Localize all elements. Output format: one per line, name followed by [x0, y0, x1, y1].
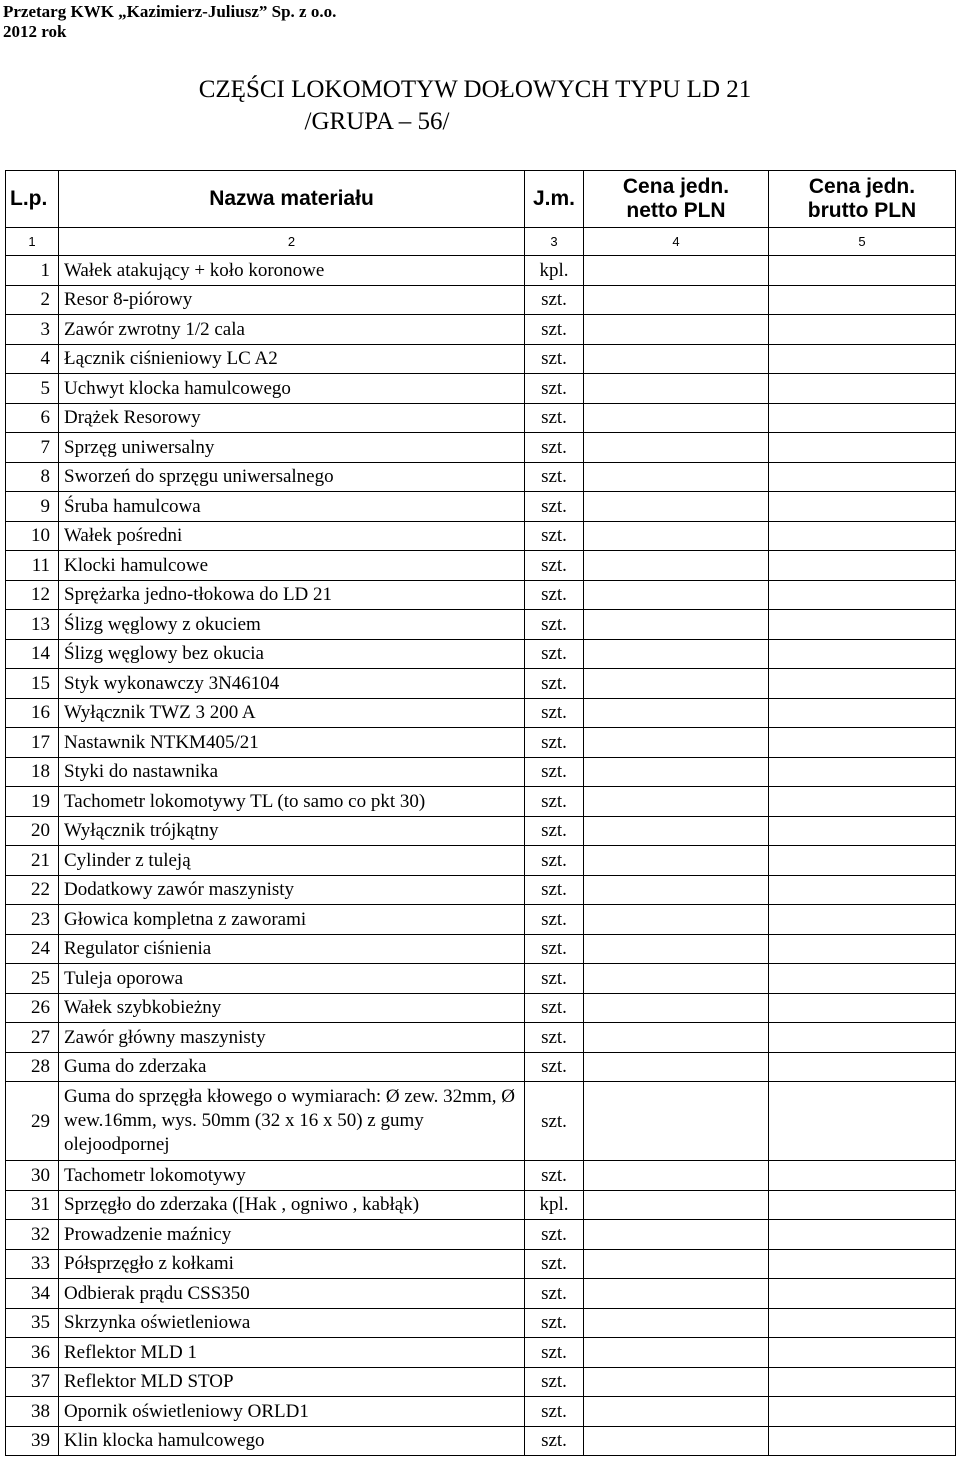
table-row — [6, 757, 956, 787]
row-number: 29 — [6, 1082, 59, 1161]
net-price-cell — [584, 846, 769, 876]
column-header-unit: J.m. — [525, 171, 584, 228]
table-row — [6, 492, 956, 522]
row-number: 20 — [6, 816, 59, 846]
material-name: Śruba hamulcowa — [59, 492, 525, 522]
row-number: 6 — [6, 403, 59, 433]
unit-of-measure: szt. — [525, 787, 584, 817]
net-price-cell — [584, 1279, 769, 1309]
gross-price-cell — [769, 256, 956, 286]
gross-price-cell — [769, 1279, 956, 1309]
row-number: 16 — [6, 698, 59, 728]
material-name: Wałek atakujący + koło koronowe — [59, 256, 525, 286]
gross-price-cell — [769, 433, 956, 463]
row-number: 23 — [6, 905, 59, 935]
row-number: 38 — [6, 1397, 59, 1427]
material-name: Styk wykonawczy 3N46104 — [59, 669, 525, 699]
net-price-cell — [584, 639, 769, 669]
gross-price-cell — [769, 1426, 956, 1456]
table-row — [6, 1023, 956, 1053]
unit-of-measure: szt. — [525, 639, 584, 669]
table-row — [6, 1249, 956, 1279]
material-name: Tachometr lokomotywy TL (to samo co pkt 30) — [59, 787, 525, 817]
material-name: Uchwyt klocka hamulcowego — [59, 374, 525, 404]
gross-price-cell — [769, 1249, 956, 1279]
row-number: 33 — [6, 1249, 59, 1279]
material-name: Guma do zderzaka — [59, 1052, 525, 1082]
material-name: Sworzeń do sprzęgu uniwersalnego — [59, 462, 525, 492]
unit-of-measure: szt. — [525, 1426, 584, 1456]
row-number: 34 — [6, 1279, 59, 1309]
material-name: Głowica kompletna z zaworami — [59, 905, 525, 935]
unit-of-measure: kpl. — [525, 256, 584, 286]
table-row — [6, 905, 956, 935]
gross-price-cell — [769, 875, 956, 905]
net-price-cell — [584, 1249, 769, 1279]
row-number: 19 — [6, 787, 59, 817]
net-price-cell — [584, 1220, 769, 1250]
row-number: 18 — [6, 757, 59, 787]
column-number: 1 — [6, 228, 59, 256]
table-row — [6, 728, 956, 758]
column-header-name: Nazwa materiału — [59, 171, 525, 228]
table-header-row — [6, 171, 956, 228]
table-row — [6, 285, 956, 315]
unit-of-measure: szt. — [525, 344, 584, 374]
table-row — [6, 610, 956, 640]
material-name: Tuleja oporowa — [59, 964, 525, 994]
material-name: Styki do nastawnika — [59, 757, 525, 787]
net-price-cell — [584, 374, 769, 404]
table-row — [6, 256, 956, 286]
column-header-gross-price — [769, 171, 956, 228]
table-row — [6, 787, 956, 817]
row-number: 22 — [6, 875, 59, 905]
gross-price-cell — [769, 285, 956, 315]
row-number: 35 — [6, 1308, 59, 1338]
net-price-cell — [584, 580, 769, 610]
material-name: Reflektor MLD STOP — [59, 1367, 525, 1397]
tender-year: 2012 rok — [3, 22, 67, 41]
row-number: 3 — [6, 315, 59, 345]
material-name: Odbierak prądu CSS350 — [59, 1279, 525, 1309]
unit-of-measure: szt. — [525, 551, 584, 581]
unit-of-measure: szt. — [525, 698, 584, 728]
table-row — [6, 993, 956, 1023]
gross-price-cell — [769, 669, 956, 699]
gross-price-cell — [769, 1308, 956, 1338]
material-name: Sprzęg uniwersalny — [59, 433, 525, 463]
column-number: 5 — [769, 228, 956, 256]
net-price-cell — [584, 256, 769, 286]
table-row — [6, 1279, 956, 1309]
column-number: 2 — [59, 228, 525, 256]
table-row — [6, 1426, 956, 1456]
row-number: 27 — [6, 1023, 59, 1053]
row-number: 39 — [6, 1426, 59, 1456]
table-row — [6, 816, 956, 846]
gross-price-cell — [769, 816, 956, 846]
table-row — [6, 580, 956, 610]
material-name: Klin klocka hamulcowego — [59, 1426, 525, 1456]
gross-price-cell — [769, 993, 956, 1023]
row-number: 1 — [6, 256, 59, 286]
gross-price-line1: Cena jedn. — [808, 175, 916, 198]
table-row — [6, 1082, 956, 1161]
table-row — [6, 374, 956, 404]
net-price-cell — [584, 787, 769, 817]
net-price-cell — [584, 964, 769, 994]
unit-of-measure: szt. — [525, 1308, 584, 1338]
unit-of-measure: szt. — [525, 403, 584, 433]
row-number: 12 — [6, 580, 59, 610]
row-number: 24 — [6, 934, 59, 964]
unit-of-measure: szt. — [525, 1220, 584, 1250]
column-number-row — [6, 228, 956, 256]
table-row — [6, 433, 956, 463]
unit-of-measure: szt. — [525, 1249, 584, 1279]
net-price-cell — [584, 1023, 769, 1053]
material-name: Ślizg węglowy z okuciem — [59, 610, 525, 640]
material-name: Półsprzęgło z kołkami — [59, 1249, 525, 1279]
row-number: 11 — [6, 551, 59, 581]
net-price-line2: netto PLN — [626, 199, 726, 222]
net-price-cell — [584, 1367, 769, 1397]
net-price-cell — [584, 433, 769, 463]
unit-of-measure: szt. — [525, 433, 584, 463]
column-header-lp: L.p. — [6, 171, 59, 228]
row-number: 21 — [6, 846, 59, 876]
unit-of-measure: szt. — [525, 964, 584, 994]
row-number: 17 — [6, 728, 59, 758]
material-name: Zawór główny maszynisty — [59, 1023, 525, 1053]
gross-price-cell — [769, 610, 956, 640]
row-number: 10 — [6, 521, 59, 551]
net-price-cell — [584, 1161, 769, 1191]
row-number: 37 — [6, 1367, 59, 1397]
table-row — [6, 1220, 956, 1250]
net-price-cell — [584, 403, 769, 433]
net-price-cell — [584, 1190, 769, 1220]
material-name: Zawór zwrotny 1/2 cala — [59, 315, 525, 345]
unit-of-measure: szt. — [525, 728, 584, 758]
material-name: Drążek Resorowy — [59, 403, 525, 433]
gross-price-cell — [769, 787, 956, 817]
material-name: Wyłącznik TWZ 3 200 A — [59, 698, 525, 728]
row-number: 36 — [6, 1338, 59, 1368]
net-price-cell — [584, 551, 769, 581]
row-number: 26 — [6, 993, 59, 1023]
gross-price-cell — [769, 492, 956, 522]
gross-price-cell — [769, 728, 956, 758]
table-row — [6, 1161, 956, 1191]
net-price-cell — [584, 757, 769, 787]
row-number: 14 — [6, 639, 59, 669]
gross-price-cell — [769, 462, 956, 492]
row-number: 30 — [6, 1161, 59, 1191]
table-body — [6, 256, 956, 1456]
gross-price-cell — [769, 1082, 956, 1161]
table-row — [6, 1397, 956, 1427]
column-number: 4 — [584, 228, 769, 256]
table-row — [6, 934, 956, 964]
unit-of-measure: szt. — [525, 1338, 584, 1368]
material-name: Wałek pośredni — [59, 521, 525, 551]
unit-of-measure: szt. — [525, 315, 584, 345]
row-number: 28 — [6, 1052, 59, 1082]
material-name: Skrzynka oświetleniowa — [59, 1308, 525, 1338]
material-name: Regulator ciśnienia — [59, 934, 525, 964]
row-number: 5 — [6, 374, 59, 404]
gross-price-cell — [769, 580, 956, 610]
table-row — [6, 344, 956, 374]
table-row — [6, 521, 956, 551]
unit-of-measure: kpl. — [525, 1190, 584, 1220]
unit-of-measure: szt. — [525, 1052, 584, 1082]
gross-price-cell — [769, 1161, 956, 1191]
material-name: Ślizg węglowy bez okucia — [59, 639, 525, 669]
row-number: 15 — [6, 669, 59, 699]
net-price-cell — [584, 1052, 769, 1082]
column-number: 3 — [525, 228, 584, 256]
net-price-cell — [584, 905, 769, 935]
net-price-cell — [584, 698, 769, 728]
unit-of-measure: szt. — [525, 1279, 584, 1309]
gross-price-cell — [769, 1338, 956, 1368]
net-price-cell — [584, 285, 769, 315]
row-number: 7 — [6, 433, 59, 463]
net-price-cell — [584, 1308, 769, 1338]
unit-of-measure: szt. — [525, 669, 584, 699]
unit-of-measure: szt. — [525, 285, 584, 315]
gross-price-cell — [769, 521, 956, 551]
row-number: 32 — [6, 1220, 59, 1250]
table-row — [6, 1052, 956, 1082]
material-name: Prowadzenie maźnicy — [59, 1220, 525, 1250]
table-row — [6, 669, 956, 699]
material-name: Wałek szybkobieżny — [59, 993, 525, 1023]
table-row — [6, 875, 956, 905]
net-price-cell — [584, 934, 769, 964]
gross-price-cell — [769, 698, 956, 728]
net-price-cell — [584, 1338, 769, 1368]
gross-price-cell — [769, 344, 956, 374]
unit-of-measure: szt. — [525, 610, 584, 640]
gross-price-cell — [769, 1052, 956, 1082]
row-number: 2 — [6, 285, 59, 315]
unit-of-measure: szt. — [525, 1367, 584, 1397]
gross-price-cell — [769, 934, 956, 964]
row-number: 8 — [6, 462, 59, 492]
unit-of-measure: szt. — [525, 1397, 584, 1427]
material-name: Reflektor MLD 1 — [59, 1338, 525, 1368]
unit-of-measure: szt. — [525, 580, 584, 610]
table-row — [6, 315, 956, 345]
net-price-cell — [584, 462, 769, 492]
gross-price-cell — [769, 846, 956, 876]
table-row — [6, 964, 956, 994]
net-price-cell — [584, 1082, 769, 1161]
gross-price-cell — [769, 1220, 956, 1250]
material-name: Nastawnik NTKM405/21 — [59, 728, 525, 758]
gross-price-cell — [769, 403, 956, 433]
unit-of-measure: szt. — [525, 934, 584, 964]
gross-price-line2: brutto PLN — [807, 199, 917, 222]
unit-of-measure: szt. — [525, 816, 584, 846]
unit-of-measure: szt. — [525, 905, 584, 935]
gross-price-cell — [769, 1023, 956, 1053]
net-price-cell — [584, 728, 769, 758]
row-number: 25 — [6, 964, 59, 994]
material-name: Łącznik ciśnieniowy LC A2 — [59, 344, 525, 374]
gross-price-cell — [769, 315, 956, 345]
document-title: CZĘŚCI LOKOMOTYW DOŁOWYCH TYPU LD 21 — [198, 76, 752, 103]
materials-table — [5, 170, 956, 1456]
unit-of-measure: szt. — [525, 757, 584, 787]
row-number: 4 — [6, 344, 59, 374]
row-number: 31 — [6, 1190, 59, 1220]
unit-of-measure: szt. — [525, 462, 584, 492]
net-price-cell — [584, 492, 769, 522]
unit-of-measure: szt. — [525, 1023, 584, 1053]
table-row — [6, 1338, 956, 1368]
column-header-net-price — [584, 171, 769, 228]
net-price-cell — [584, 610, 769, 640]
gross-price-cell — [769, 757, 956, 787]
table-row — [6, 1308, 956, 1338]
table-row — [6, 846, 956, 876]
material-name: Resor 8-piórowy — [59, 285, 525, 315]
material-name: Dodatkowy zawór maszynisty — [59, 875, 525, 905]
gross-price-cell — [769, 639, 956, 669]
unit-of-measure: szt. — [525, 846, 584, 876]
material-name: Cylinder z tuleją — [59, 846, 525, 876]
unit-of-measure: szt. — [525, 492, 584, 522]
material-name: Klocki hamulcowe — [59, 551, 525, 581]
material-name: Opornik oświetleniowy ORLD1 — [59, 1397, 525, 1427]
row-number: 9 — [6, 492, 59, 522]
unit-of-measure: szt. — [525, 993, 584, 1023]
table-row — [6, 639, 956, 669]
gross-price-cell — [769, 964, 956, 994]
material-name: Sprzęgło do zderzaka ([Hak , ogniwo , kabłąk) — [59, 1190, 525, 1220]
unit-of-measure: szt. — [525, 521, 584, 551]
gross-price-cell — [769, 374, 956, 404]
table-row — [6, 462, 956, 492]
document-subtitle: /GRUPA – 56/ — [304, 108, 450, 135]
net-price-cell — [584, 669, 769, 699]
table-row — [6, 1367, 956, 1397]
material-name: Sprężarka jedno-tłokowa do LD 21 — [59, 580, 525, 610]
net-price-cell — [584, 993, 769, 1023]
row-number: 13 — [6, 610, 59, 640]
unit-of-measure: szt. — [525, 1161, 584, 1191]
net-price-cell — [584, 521, 769, 551]
table-row — [6, 698, 956, 728]
unit-of-measure: szt. — [525, 1082, 584, 1161]
net-price-cell — [584, 315, 769, 345]
net-price-cell — [584, 1397, 769, 1427]
material-name: Guma do sprzęgła kłowego o wymiarach: Ø zew. 32mm, Ø wew.16mm, wys. 50mm (32 x 16 x 50) z gumy olejoodpornej — [59, 1082, 525, 1161]
unit-of-measure: szt. — [525, 875, 584, 905]
table-row — [6, 403, 956, 433]
material-name: Tachometr lokomotywy — [59, 1161, 525, 1191]
gross-price-cell — [769, 905, 956, 935]
net-price-cell — [584, 1426, 769, 1456]
gross-price-cell — [769, 551, 956, 581]
table-row — [6, 1190, 956, 1220]
tender-header: Przetarg KWK „Kazimierz-Juliusz” Sp. z o.o. — [3, 2, 337, 21]
table-row — [6, 551, 956, 581]
unit-of-measure: szt. — [525, 374, 584, 404]
gross-price-cell — [769, 1190, 956, 1220]
net-price-cell — [584, 875, 769, 905]
material-name: Wyłącznik trójkątny — [59, 816, 525, 846]
gross-price-cell — [769, 1367, 956, 1397]
net-price-line1: Cena jedn. — [622, 175, 730, 198]
net-price-cell — [584, 816, 769, 846]
net-price-cell — [584, 344, 769, 374]
gross-price-cell — [769, 1397, 956, 1427]
